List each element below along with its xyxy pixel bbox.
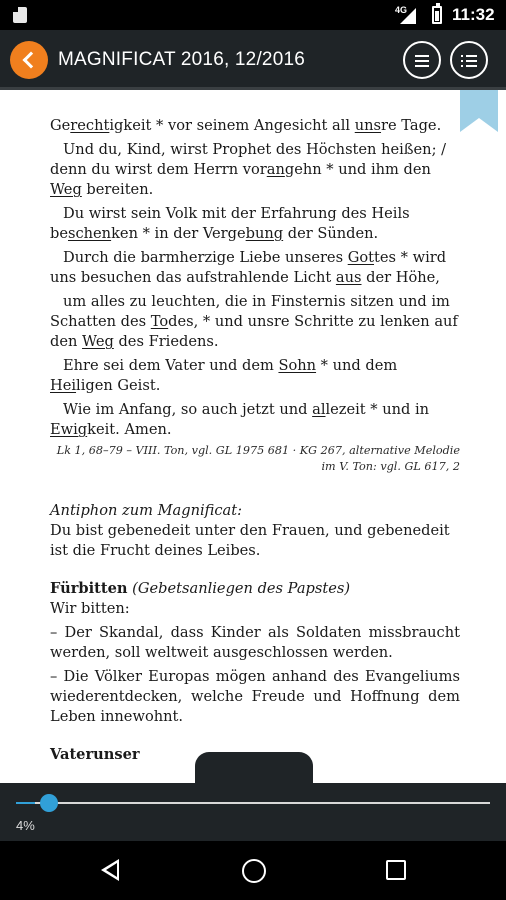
wir-bitten: Wir bitten: [50,600,130,617]
verse-paragraph: Und du, Kind, wirst Prophet des Höchsten heißen; / denn du wirst dem Herrn vorangehn * und ihm den Weg bereiten. [50,141,447,198]
reader-progress-bar [0,783,506,841]
menu-button[interactable] [403,41,441,79]
petition: – Die Völker Europas mögen anhand des Evangeliums wiederentdecken, welche Freude und Hoffnung dem Leben innewohnt. [50,668,460,725]
verse-paragraph: Wie im Anfang, so auch jetzt und allezeit * und in Ewigkeit. Amen. [50,401,430,438]
table-of-contents-button[interactable] [450,41,488,79]
verse-paragraph: Du wirst sein Volk mit der Erfahrung des Heils beschenken * in der Vergebung der Sünden. [50,205,410,242]
page-title: MAGNIFICAT 2016, 12/2016 [58,49,305,70]
verse-paragraph: um alles zu leuchten, die in Finsternis sitzen und im Schatten des Todes, * und unsre Schritte zu lenken auf den Weg des Friedens. [50,293,458,350]
back-button[interactable] [10,41,48,79]
verse-paragraph: Ehre sei dem Vater und dem Sohn * und dem Heiligen Geist. [50,357,398,394]
status-bar [0,0,506,30]
controls-tab-handle[interactable] [195,752,313,786]
progress-fill [16,802,35,804]
list-bullets-icon [461,55,463,57]
network-type: 4G [395,5,408,15]
antiphon-heading: Antiphon zum Magnificat: [50,502,243,519]
progress-label: 4% [16,818,35,833]
nav-back-icon[interactable] [101,859,119,881]
progress-slider-thumb[interactable] [40,794,58,812]
app-bar [0,30,506,90]
signal-icon [400,8,416,24]
reading-content [50,116,460,765]
verse-paragraph: Durch die barmherzige Liebe unseres Gottes * wird uns besuchen das aufstrahlende Licht aus der Höhe, [50,249,447,286]
verse-line: Gerechtigkeit * vor seinem Angesicht all unsre Tage. [50,117,442,134]
bookmark-ribbon-icon[interactable] [460,90,498,132]
vaterunser-heading: Vaterunser [50,746,140,763]
antiphon-text: Du bist gebenedeit unter den Frauen, und gebenedeit ist die Frucht deines Leibes. [50,522,450,559]
nav-recents-icon[interactable] [386,860,406,880]
progress-slider[interactable] [16,802,490,804]
nav-home-icon[interactable] [242,859,266,883]
clock: 11:32 [452,5,495,24]
fuerbitten-heading: Fürbitten (Gebetsanliegen des Papstes) [50,580,351,597]
petition: – Der Skandal, dass Kinder als Soldaten missbraucht werden, soll weltweit ausgeschlossen werden. [50,624,460,661]
sd-card-icon [13,7,27,23]
navigation-bar [0,841,506,900]
battery-icon [432,6,442,24]
list-icon [466,55,477,57]
hamburger-menu-icon [415,55,429,57]
scripture-citation: Lk 1, 68–79 – VIII. Ton, vgl. GL 1975 681 · KG 267, alternative Melodie im V. Ton: vgl. GL 617, 2 [56,444,460,473]
